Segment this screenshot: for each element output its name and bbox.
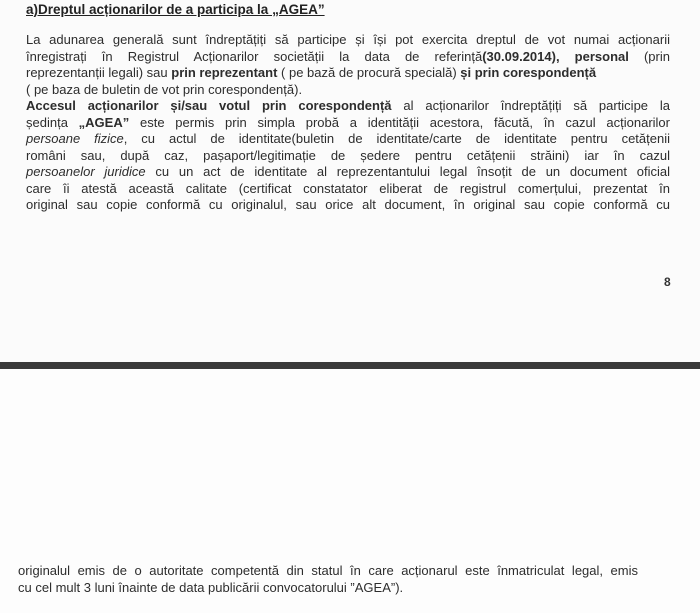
- paragraph-line: [26, 131, 670, 148]
- paragraph-line: La adunarea generală sunt îndreptățiți să participe și își pot exercita dreptul de vot numai acționarii: [26, 32, 670, 47]
- paragraph-continuation: [18, 563, 638, 596]
- paragraph-line: [26, 49, 670, 66]
- page-number: 8: [664, 275, 671, 289]
- text-span: ședința: [26, 114, 79, 130]
- text-span: înregistrați în Registrul Acționarilor societății la data de referință: [26, 48, 483, 64]
- paragraph-line: cu cel mult 3 luni înainte de data publicării convocatorului ”AGEA”).: [18, 579, 404, 595]
- paragraph-access: [26, 98, 670, 214]
- paragraph-line: originalul emis de o autoritate competentă din statul în care acționarul este înmatriculat legal, emis: [18, 563, 638, 578]
- text-span: (prin: [628, 48, 670, 64]
- text-span: este permis prin simpla probă a identității acestora, făcută, în cazul acționarilor: [129, 114, 670, 130]
- representative-bold: prin reprezentant: [171, 65, 278, 80]
- paragraph-line: ( pe baza de buletin de vot prin corespondență).: [26, 81, 303, 97]
- text-span: reprezentanții legali) sau: [26, 65, 172, 80]
- paragraph-line: [26, 115, 670, 132]
- paragraph-line: care îi atestă această calitate (certificat constatator eliberat de registrul comerțului, prezentat în: [26, 180, 670, 196]
- text-span: ( pe bază de procură specială): [277, 65, 461, 80]
- access-bold: Accesul acționarilor și/sau votul prin corespondență: [26, 98, 392, 113]
- correspondence-bold: și prin corespondență: [460, 65, 597, 80]
- legal-persons-italic: persoanelor juridice: [26, 164, 146, 179]
- natural-persons-italic: persoane fizice: [26, 131, 124, 146]
- paragraph-voting-rights: [26, 32, 670, 98]
- section-heading: a)Dreptul acționarilor de a participa la „AGEA”: [26, 2, 325, 17]
- paragraph-line: [26, 65, 670, 82]
- paragraph-line: original sau copie conformă cu originalul, sau orice alt document, în original sau copie conformă cu: [26, 197, 670, 212]
- reference-date-bold: (30.09.2014), personal: [482, 48, 629, 64]
- text-span: al acționarilor îndreptățiți să participe la: [391, 98, 670, 113]
- paragraph-line: [26, 98, 670, 115]
- text-span: cu un act de identitate al reprezentantului legal însoțit de un document oficial: [145, 164, 671, 179]
- text-span: , cu actul de identitate(buletin de identitate/carte de identitate pentru cetățenii: [123, 131, 670, 146]
- page-separator: [0, 362, 700, 369]
- agea-bold: „AGEA”: [78, 114, 130, 130]
- paragraph-line: români sau, după caz, pașaport/legitimație de ședere pentru cetățenii străini) iar în cazul: [26, 147, 670, 163]
- paragraph-line: [26, 164, 670, 181]
